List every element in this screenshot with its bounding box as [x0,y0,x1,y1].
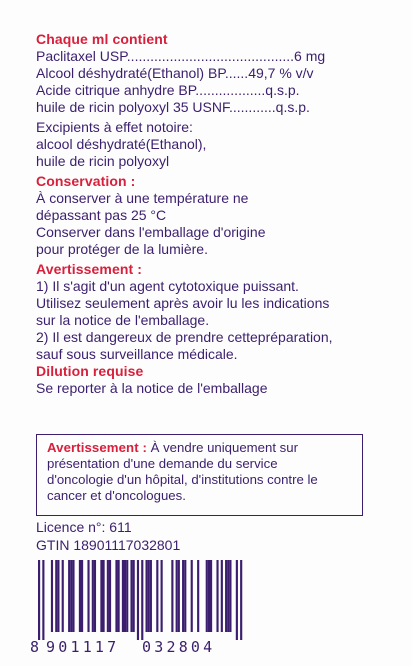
composition-row: Alcool déshydraté(Ethanol) BP......49,7 % v/v [36,65,314,81]
barcode-bar [176,560,178,632]
barcode-bar [103,560,105,632]
barcode-bar [38,560,40,640]
barcode-bar [221,560,223,632]
barcode-bar [81,560,83,632]
conservation-line: À conserver à une température ne [36,190,249,206]
conservation-heading: Conservation : [36,173,136,189]
barcode-bar [178,560,180,632]
avertissement-line: 2) Il est dangereux de prendre cettepréparation, [36,329,333,345]
barcode-digits-left: 901117 [46,638,120,656]
barcode-bar [87,560,89,632]
barcode-bar [130,560,132,632]
barcode-bar [197,560,199,632]
barcode-bar [57,560,59,632]
excipients-line: alcool déshydraté(Ethanol), [36,136,207,152]
sale-warning-line: d'oncologie d'un hôpital, d'institutions contre le [47,472,318,487]
barcode-bar [182,560,184,632]
barcode-bar [92,560,94,632]
barcode-bar [51,560,53,632]
barcode-bar [141,560,143,640]
barcode-bar [122,560,124,632]
barcode-bar [191,560,193,632]
sale-warning-box [36,434,363,516]
barcode-bar [100,560,102,632]
label-text-block [36,31,366,397]
barcode-bars [34,560,244,640]
barcode-bar [240,560,242,640]
dilution-text: Se reporter à la notice de l'emballage [36,380,268,396]
licence-block [36,518,180,554]
barcode-bar [156,560,158,632]
barcode-bar [126,560,128,632]
barcode-bar [62,560,64,632]
barcode-bar [94,560,96,632]
barcode-bar [133,560,135,632]
barcode [30,560,294,660]
dilution-heading: Dilution requise [36,363,144,379]
barcode-bar [42,560,44,640]
barcode-bar [161,560,163,632]
barcode-bar [72,560,74,632]
barcode-digit-lead: 8 [30,638,40,656]
barcode-bar [171,560,173,632]
barcode-bar [229,560,231,632]
gtin-number: GTIN 18901117032801 [36,537,181,553]
barcode-bar [115,560,117,632]
barcode-bar [70,560,72,632]
barcode-bar [146,560,148,632]
barcode-bar [150,560,152,632]
sale-warning-label: Avertissement : [47,440,147,455]
composition-row: Paclitaxel USP...........................................6 mg [36,48,326,64]
barcode-bar [68,560,70,632]
avertissement-line: Utilisez seulement après avoir lu les indications [36,295,330,311]
barcode-bar [225,560,227,632]
sale-warning-first-line [47,439,354,456]
barcode-bar [208,560,210,632]
barcode-bar [236,560,238,640]
barcode-bar [148,560,150,632]
excipients-line: Excipients à effet notoire: [36,119,193,135]
barcode-bar [227,560,229,632]
barcode-bar [184,560,186,632]
composition-heading: Chaque ml contient [36,31,168,47]
licence-number: Licence n°: 611 [36,519,132,535]
avertissement-line: sur la notice de l'emballage. [36,312,210,328]
barcode-bar [109,560,111,632]
avertissement-heading: Avertissement : [36,261,143,277]
barcode-bar [210,560,212,632]
barcode-bar [118,560,120,632]
barcode-bar [137,560,139,640]
barcode-bar [206,560,208,632]
excipients-line: huile de ricin polyoxyl [36,153,170,169]
barcode-digits-right: 032804 [142,638,216,656]
sale-warning-text: À vendre uniquement sur [146,440,298,455]
avertissement-line: sauf sous surveillance médicale. [36,346,238,362]
sale-warning-line: présentation d'une demande du service [47,456,278,471]
barcode-bar [55,560,57,632]
avertissement-line: 1) Il s'agit d'un agent cytotoxique puissant. [36,278,299,294]
sale-warning-line: cancer et d'oncologues. [47,488,186,503]
barcode-bar [107,560,109,632]
conservation-line: dépassant pas 25 °C [36,207,167,223]
conservation-line: pour protéger de la lumière. [36,241,208,257]
composition-row: huile de ricin polyoxyl 35 USNF............q.s.p. [36,99,310,115]
barcode-bar [124,560,126,632]
barcode-bar [216,560,218,632]
conservation-line: Conserver dans l'emballage d'origine [36,224,266,240]
barcode-bar [79,560,81,632]
composition-row: Acide citrique anhydre BP..................q.s.p. [36,82,300,98]
